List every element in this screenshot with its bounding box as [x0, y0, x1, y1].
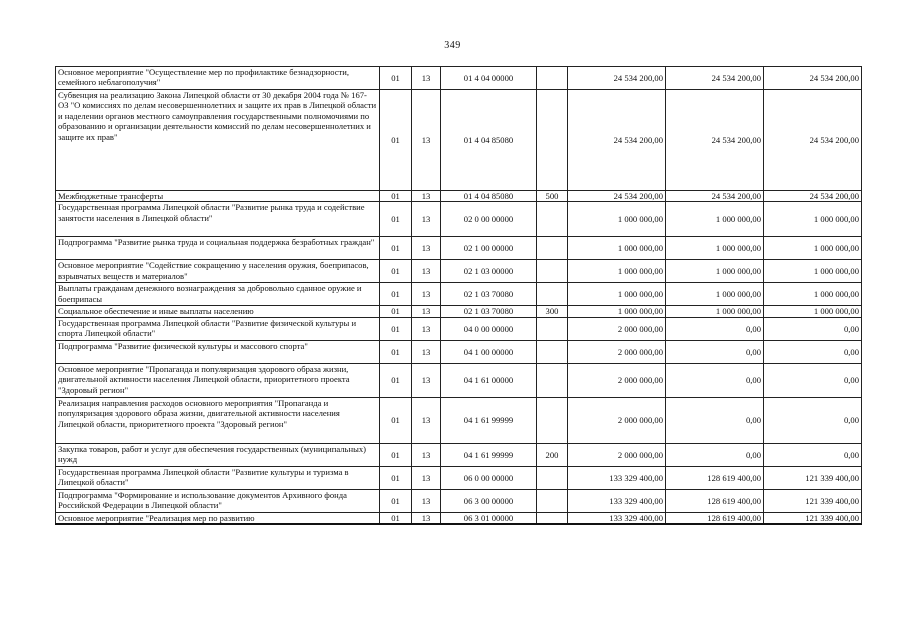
- row-name-cell: Государственная программа Липецкой области "Развитие рынка труда и содействие занятости населения в Липецкой области": [56, 202, 380, 237]
- section-code-cell: 01: [380, 237, 412, 260]
- expense-kind-cell: [537, 363, 568, 397]
- row-name-cell: Реализация направления расходов основного мероприятия "Пропаганда и популяризация здорового образа жизни, двигательной активности населения Липецкой области, приоритетного проекта "Здоровый регион": [56, 397, 380, 443]
- amount-cell-2: 1 000 000,00: [666, 237, 764, 260]
- table-row: [56, 237, 862, 260]
- table-row: [56, 512, 862, 524]
- expense-kind-cell: 500: [537, 191, 568, 202]
- target-article-cell: 01 4 04 85080: [441, 90, 537, 191]
- expense-kind-cell: [537, 260, 568, 283]
- subsection-code-cell: 13: [412, 306, 441, 317]
- table-row: [56, 443, 862, 466]
- section-code-cell: 01: [380, 90, 412, 191]
- amount-cell-1: 24 534 200,00: [568, 67, 666, 90]
- target-article-cell: 04 1 00 00000: [441, 340, 537, 363]
- target-article-cell: 04 1 61 00000: [441, 363, 537, 397]
- amount-cell-1: 2 000 000,00: [568, 397, 666, 443]
- amount-cell-1: 24 534 200,00: [568, 90, 666, 191]
- table-row: [56, 67, 862, 90]
- table-row: [56, 260, 862, 283]
- section-code-cell: 01: [380, 306, 412, 317]
- amount-cell-1: 1 000 000,00: [568, 283, 666, 306]
- target-article-cell: 02 1 03 00000: [441, 260, 537, 283]
- amount-cell-3: 121 339 400,00: [764, 466, 862, 489]
- amount-cell-2: 128 619 400,00: [666, 466, 764, 489]
- subsection-code-cell: 13: [412, 317, 441, 340]
- expense-kind-cell: [537, 466, 568, 489]
- table-row: [56, 306, 862, 317]
- table-row: [56, 489, 862, 512]
- amount-cell-1: 1 000 000,00: [568, 306, 666, 317]
- target-article-cell: 02 1 03 70080: [441, 306, 537, 317]
- amount-cell-3: 0,00: [764, 317, 862, 340]
- amount-cell-1: 24 534 200,00: [568, 191, 666, 202]
- table-row: [56, 466, 862, 489]
- subsection-code-cell: 13: [412, 283, 441, 306]
- row-name-cell: Закупка товаров, работ и услуг для обеспечения государственных (муниципальных) нужд: [56, 443, 380, 466]
- row-name-cell: Основное мероприятие "Осуществление мер по профилактике безнадзорности, семейного неблагополучия": [56, 67, 380, 90]
- row-name-cell: Субвенция на реализацию Закона Липецкой области от 30 декабря 2004 года № 167-ОЗ "О комиссиях по делам несовершеннолетних и защите их прав в Липецкой области и наделении органов местного самоуправления государственными полномочиями по образованию и организации деятельности комиссий по делам несовершеннолетних и защите их прав": [56, 90, 380, 191]
- target-article-cell: 02 1 03 70080: [441, 283, 537, 306]
- amount-cell-1: 1 000 000,00: [568, 237, 666, 260]
- expense-kind-cell: [537, 397, 568, 443]
- amount-cell-1: 1 000 000,00: [568, 202, 666, 237]
- amount-cell-2: 0,00: [666, 363, 764, 397]
- section-code-cell: 01: [380, 283, 412, 306]
- amount-cell-3: 0,00: [764, 397, 862, 443]
- table-body: [56, 67, 862, 525]
- amount-cell-3: 1 000 000,00: [764, 237, 862, 260]
- amount-cell-3: 1 000 000,00: [764, 283, 862, 306]
- amount-cell-2: 0,00: [666, 340, 764, 363]
- amount-cell-2: 24 534 200,00: [666, 191, 764, 202]
- amount-cell-3: 1 000 000,00: [764, 260, 862, 283]
- amount-cell-2: 1 000 000,00: [666, 306, 764, 317]
- expense-kind-cell: [537, 283, 568, 306]
- section-code-cell: 01: [380, 67, 412, 90]
- amount-cell-2: 0,00: [666, 443, 764, 466]
- target-article-cell: 02 0 00 00000: [441, 202, 537, 237]
- amount-cell-2: 128 619 400,00: [666, 512, 764, 524]
- section-code-cell: 01: [380, 202, 412, 237]
- section-code-cell: 01: [380, 397, 412, 443]
- table-row: [56, 363, 862, 397]
- subsection-code-cell: 13: [412, 512, 441, 524]
- amount-cell-3: 0,00: [764, 363, 862, 397]
- expense-kind-cell: [537, 67, 568, 90]
- row-name-cell: Основное мероприятие "Содействие сокращению у населения оружия, боеприпасов, взрывчатых веществ и материалов": [56, 260, 380, 283]
- amount-cell-1: 2 000 000,00: [568, 340, 666, 363]
- target-article-cell: 01 4 04 85080: [441, 191, 537, 202]
- table-row: [56, 317, 862, 340]
- table-row: [56, 191, 862, 202]
- expense-kind-cell: [537, 489, 568, 512]
- row-name-cell: Подпрограмма "Развитие рынка труда и социальная поддержка безработных граждан": [56, 237, 380, 260]
- section-code-cell: 01: [380, 512, 412, 524]
- table-row: [56, 202, 862, 237]
- amount-cell-1: 133 329 400,00: [568, 466, 666, 489]
- subsection-code-cell: 13: [412, 260, 441, 283]
- subsection-code-cell: 13: [412, 466, 441, 489]
- amount-cell-3: 121 339 400,00: [764, 489, 862, 512]
- target-article-cell: 04 0 00 00000: [441, 317, 537, 340]
- expense-kind-cell: [537, 90, 568, 191]
- section-code-cell: 01: [380, 466, 412, 489]
- row-name-cell: Государственная программа Липецкой области "Развитие физической культуры и спорта Липецкой области": [56, 317, 380, 340]
- amount-cell-3: 1 000 000,00: [764, 202, 862, 237]
- table-row: [56, 397, 862, 443]
- section-code-cell: 01: [380, 260, 412, 283]
- budget-table: [55, 66, 862, 525]
- amount-cell-3: 121 339 400,00: [764, 512, 862, 524]
- page-number: 349: [444, 40, 461, 51]
- row-name-cell: Подпрограмма "Формирование и использование документов Архивного фонда Российской Федерации в Липецкой области": [56, 489, 380, 512]
- amount-cell-2: 0,00: [666, 397, 764, 443]
- row-name-cell: Основное мероприятие "Пропаганда и популяризация здорового образа жизни, двигательной активности населения Липецкой области, приоритетного проекта "Здоровый регион": [56, 363, 380, 397]
- amount-cell-1: 1 000 000,00: [568, 260, 666, 283]
- target-article-cell: 02 1 00 00000: [441, 237, 537, 260]
- section-code-cell: 01: [380, 191, 412, 202]
- table-row: [56, 340, 862, 363]
- expense-kind-cell: 200: [537, 443, 568, 466]
- row-name-cell: Государственная программа Липецкой области "Развитие культуры и туризма в Липецкой области": [56, 466, 380, 489]
- subsection-code-cell: 13: [412, 237, 441, 260]
- amount-cell-3: 1 000 000,00: [764, 306, 862, 317]
- amount-cell-2: 1 000 000,00: [666, 260, 764, 283]
- amount-cell-3: 24 534 200,00: [764, 191, 862, 202]
- subsection-code-cell: 13: [412, 489, 441, 512]
- target-article-cell: 04 1 61 99999: [441, 443, 537, 466]
- amount-cell-3: 0,00: [764, 340, 862, 363]
- target-article-cell: 01 4 04 00000: [441, 67, 537, 90]
- target-article-cell: 06 0 00 00000: [441, 466, 537, 489]
- amount-cell-2: 24 534 200,00: [666, 90, 764, 191]
- subsection-code-cell: 13: [412, 67, 441, 90]
- section-code-cell: 01: [380, 317, 412, 340]
- expense-kind-cell: [537, 512, 568, 524]
- subsection-code-cell: 13: [412, 202, 441, 237]
- amount-cell-1: 2 000 000,00: [568, 317, 666, 340]
- target-article-cell: 04 1 61 99999: [441, 397, 537, 443]
- table-row: [56, 90, 862, 191]
- amount-cell-2: 1 000 000,00: [666, 283, 764, 306]
- subsection-code-cell: 13: [412, 443, 441, 466]
- subsection-code-cell: 13: [412, 191, 441, 202]
- expense-kind-cell: [537, 340, 568, 363]
- amount-cell-1: 133 329 400,00: [568, 489, 666, 512]
- target-article-cell: 06 3 00 00000: [441, 489, 537, 512]
- expense-kind-cell: 300: [537, 306, 568, 317]
- amount-cell-1: 2 000 000,00: [568, 443, 666, 466]
- subsection-code-cell: 13: [412, 363, 441, 397]
- section-code-cell: 01: [380, 340, 412, 363]
- amount-cell-3: 24 534 200,00: [764, 90, 862, 191]
- section-code-cell: 01: [380, 443, 412, 466]
- amount-cell-3: 0,00: [764, 443, 862, 466]
- amount-cell-1: 2 000 000,00: [568, 363, 666, 397]
- amount-cell-2: 128 619 400,00: [666, 489, 764, 512]
- amount-cell-2: 1 000 000,00: [666, 202, 764, 237]
- subsection-code-cell: 13: [412, 397, 441, 443]
- target-article-cell: 06 3 01 00000: [441, 512, 537, 524]
- subsection-code-cell: 13: [412, 340, 441, 363]
- amount-cell-3: 24 534 200,00: [764, 67, 862, 90]
- expense-kind-cell: [537, 317, 568, 340]
- amount-cell-2: 0,00: [666, 317, 764, 340]
- section-code-cell: 01: [380, 489, 412, 512]
- table-row: [56, 283, 862, 306]
- row-name-cell: Основное мероприятие "Реализация мер по развитию: [56, 512, 380, 524]
- expense-kind-cell: [537, 202, 568, 237]
- section-code-cell: 01: [380, 363, 412, 397]
- row-name-cell: Выплаты гражданам денежного вознаграждения за добровольно сданное оружие и боеприпасы: [56, 283, 380, 306]
- row-name-cell: Межбюджетные трансферты: [56, 191, 380, 202]
- row-name-cell: Социальное обеспечение и иные выплаты населению: [56, 306, 380, 317]
- subsection-code-cell: 13: [412, 90, 441, 191]
- row-name-cell: Подпрограмма "Развитие физической культуры и массового спорта": [56, 340, 380, 363]
- amount-cell-2: 24 534 200,00: [666, 67, 764, 90]
- expense-kind-cell: [537, 237, 568, 260]
- amount-cell-1: 133 329 400,00: [568, 512, 666, 524]
